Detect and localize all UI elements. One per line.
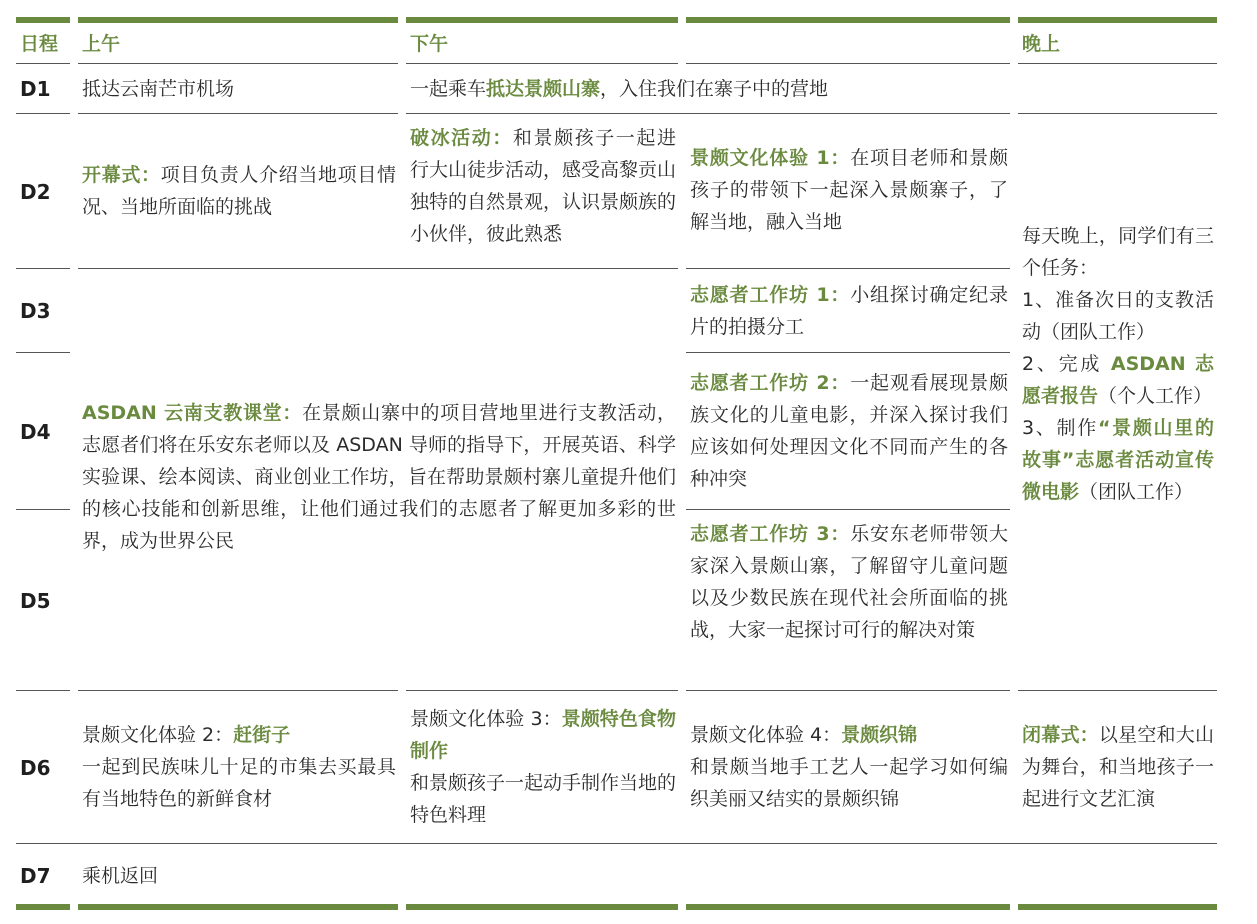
d3-afternoon2-text: 小组探讨确定纪录片的拍摄分工	[690, 284, 1008, 338]
d7-morning: 乘机返回	[82, 865, 159, 887]
classroom-text: 在景颇山寨中的项目营地里进行支教活动，志愿者们将在乐安东老师以及 ASDAN 导师的指导下，开展英语、科学实验课、绘本阅读、商业创业工作坊，旨在帮助景颇村寨儿童提升他们的核心技能和创新思维，让他们通过我们的志愿者了解更加多彩的世界，成为世界公民	[82, 402, 676, 552]
d5-afternoon2-text: 乐安东老师带领大家深入景颇山寨，了解留守儿童问题以及少数民族在现代社会所面临的挑战，大家一起探讨可行的解决对策	[690, 523, 1008, 641]
d6-morning-text: 一起到民族味儿十足的市集去买最具有当地特色的新鲜食材	[82, 756, 396, 810]
d6-afternoon2-keyword: 景颇织锦	[841, 724, 918, 746]
evening-task3-keyword: “景颇山里的故事”志愿者活动宣传微电影	[1022, 417, 1214, 503]
header-evening: 晚上	[1022, 33, 1061, 55]
evening-task3	[1022, 412, 1214, 508]
d6-afternoon1-keyword: 景颇特色食物制作	[410, 708, 676, 762]
rule-d5	[78, 690, 398, 691]
header-morning: 上午	[82, 33, 121, 55]
day-label-d1: D1	[20, 77, 51, 101]
d1-afternoon-post: ，入住我们在寨子中的营地	[600, 78, 829, 100]
d1-afternoon-pre: 一起乘车	[410, 78, 487, 100]
rule-d3	[16, 352, 70, 353]
d2-afternoon2-text: 在项目老师和景颇孩子的带领下一起深入景颇寨子，了解当地，融入当地	[690, 147, 1008, 233]
footer-bar-afternoon1	[406, 904, 678, 910]
header-bar-afternoon1	[406, 17, 678, 23]
day-label-d2: D2	[20, 180, 51, 204]
classroom-block	[82, 397, 676, 557]
evening-task2-pre: 2、完成	[1022, 353, 1111, 375]
d2-morning	[82, 159, 396, 223]
day-label-d6: D6	[20, 756, 51, 780]
rule-d2	[16, 268, 70, 269]
day-label-d7: D7	[20, 864, 51, 888]
header-schedule: 日程	[20, 33, 59, 55]
d6-afternoon2	[690, 719, 1008, 815]
d1-afternoon	[410, 73, 1010, 105]
d6-evening	[1022, 719, 1214, 815]
rule-d5	[406, 690, 678, 691]
d2-afternoon2	[690, 142, 1008, 238]
footer-bar-evening	[1018, 904, 1217, 910]
day-label-d4: D4	[20, 420, 51, 444]
rule-header	[686, 63, 1010, 64]
d2-morning-keyword: 开幕式：	[82, 164, 161, 186]
d6-evening-text: 以星空和大山为舞台，和当地孩子一起进行文艺汇演	[1022, 724, 1214, 810]
d4-afternoon2	[690, 367, 1008, 495]
header-bar-schedule	[16, 17, 70, 23]
header-bar-morning	[78, 17, 398, 23]
d4-afternoon2-text: 一起观看展现景颇族文化的儿童电影，并深入探讨我们应该如何处理因文化不同而产生的各种冲突	[690, 372, 1008, 490]
d5-afternoon2-keyword: 志愿者工作坊 3：	[690, 523, 851, 545]
d2-afternoon2-keyword: 景颇文化体验 1：	[690, 147, 851, 169]
d2-afternoon1-keyword: 破冰活动：	[410, 127, 513, 149]
evening-block	[1022, 220, 1214, 508]
d6-afternoon1-pre: 景颇文化体验 3：	[410, 708, 562, 730]
rule-d6	[16, 843, 1217, 844]
rule-d2	[78, 268, 678, 269]
rule-d1	[1018, 113, 1217, 114]
d6-morning-keyword: 赶街子	[233, 724, 291, 746]
d6-morning	[82, 719, 396, 815]
evening-task3-post: （团队工作）	[1079, 481, 1194, 503]
classroom-keyword: ASDAN 云南支教课堂：	[82, 402, 303, 424]
d1-morning: 抵达云南芒市机场	[82, 78, 235, 100]
header-bar-afternoon2	[686, 17, 1010, 23]
d2-morning-text: 项目负责人介绍当地项目情况、当地所面临的挑战	[82, 164, 396, 218]
footer-bar-morning	[78, 904, 398, 910]
rule-d1	[78, 113, 398, 114]
evening-task2-post: （个人工作）	[1098, 385, 1213, 407]
header-afternoon: 下午	[410, 33, 449, 55]
rule-d5	[1018, 690, 1217, 691]
d1-afternoon-keyword: 抵达景颇山寨	[486, 78, 601, 100]
rule-d2	[686, 268, 1010, 269]
d2-afternoon1-text: 和景颇孩子一起进行大山徒步活动，感受高黎贡山独特的自然景观，认识景颇族的小伙伴，彼此熟悉	[410, 127, 677, 245]
evening-task1: 1、准备次日的支教活动（团队工作）	[1022, 289, 1214, 343]
day-label-d5: D5	[20, 589, 51, 613]
rule-header	[78, 63, 398, 64]
footer-bar-schedule	[16, 904, 70, 910]
d6-afternoon1	[410, 703, 676, 831]
evening-task2-keyword: ASDAN 志愿者报告	[1022, 353, 1214, 407]
day-label-d3: D3	[20, 299, 51, 323]
evening-task3-pre: 3、制作	[1022, 417, 1098, 439]
rule-d5	[686, 690, 1010, 691]
d6-afternoon2-pre: 景颇文化体验 4：	[690, 724, 842, 746]
d5-afternoon2	[690, 518, 1008, 646]
evening-task2	[1022, 348, 1214, 412]
d6-evening-keyword: 闭幕式：	[1022, 724, 1099, 746]
rule-d4	[16, 509, 70, 510]
d6-afternoon2-text: 和景颇当地手工艺人一起学习如何编织美丽又结实的景颇织锦	[690, 756, 1008, 810]
rule-d5	[16, 690, 70, 691]
d4-afternoon2-keyword: 志愿者工作坊 2：	[690, 372, 851, 394]
rule-d4	[686, 509, 1010, 510]
d3-afternoon2-keyword: 志愿者工作坊 1：	[690, 284, 851, 306]
rule-d1	[406, 113, 1010, 114]
header-bar-evening	[1018, 17, 1217, 23]
rule-d1	[16, 113, 70, 114]
d3-afternoon2	[690, 279, 1008, 343]
d6-afternoon1-text: 和景颇孩子一起动手制作当地的特色料理	[410, 772, 677, 826]
rule-header	[406, 63, 678, 64]
rule-d3	[686, 352, 1010, 353]
rule-header	[16, 63, 70, 64]
rule-header	[1018, 63, 1217, 64]
footer-bar-afternoon2	[686, 904, 1010, 910]
d2-afternoon1	[410, 122, 676, 250]
evening-intro: 每天晚上，同学们有三个任务：	[1022, 225, 1214, 279]
d6-morning-pre: 景颇文化体验 2：	[82, 724, 234, 746]
